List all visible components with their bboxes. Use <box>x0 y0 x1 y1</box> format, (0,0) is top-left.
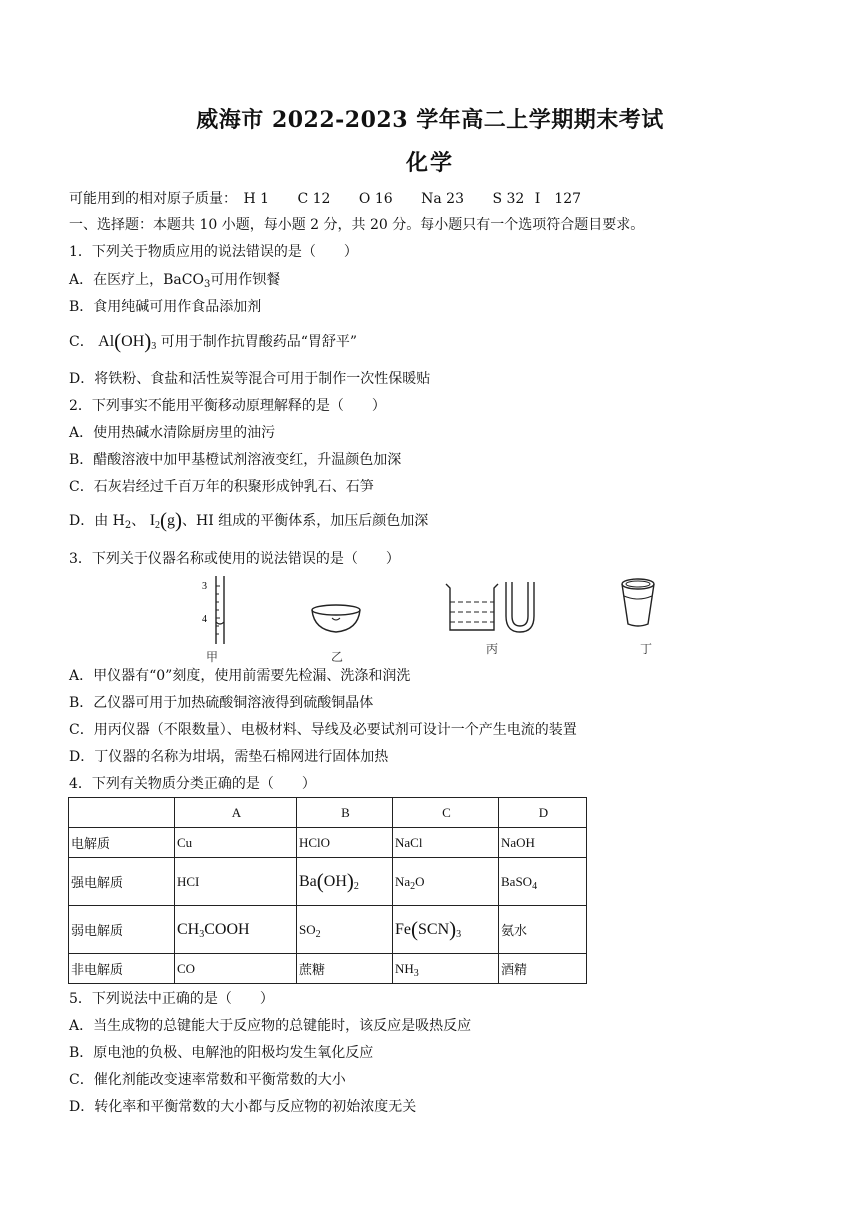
row-label: 电解质 <box>69 828 175 858</box>
formula-paren: ( <box>114 329 122 353</box>
apparatus-figures <box>190 574 690 664</box>
q1-a-text: A．在医疗上，BaCO <box>69 272 204 288</box>
table-cell <box>393 858 499 906</box>
atomic-mass-item: Na 23 <box>421 191 464 207</box>
table-row <box>69 906 587 954</box>
q2-option-a: A．使用热碱水清除厨房里的油污 <box>69 425 276 441</box>
formula-part: SCN <box>418 920 450 938</box>
formula-paren: ) <box>144 329 152 353</box>
q5-stem: 5．下列说法中正确的是（ ） <box>69 991 274 1007</box>
figure-label-bing: 丙 <box>486 642 499 656</box>
formula-part: Ba <box>299 872 317 890</box>
subject-title: 化学 <box>405 150 454 176</box>
q3-option-b: B．乙仪器可用于加热硫酸铜溶液得到硫酸铜晶体 <box>69 695 374 711</box>
formula-subscript: 2 <box>410 880 416 892</box>
table-header-row <box>69 798 587 828</box>
q2-option-d <box>69 508 429 532</box>
formula-part: g <box>167 512 176 529</box>
row-label: 非电解质 <box>69 954 175 984</box>
atomic-mass-item: O 16 <box>358 191 393 207</box>
scale-tick-label: 4 <box>202 614 207 625</box>
q3-option-c: C．用丙仪器（不限数量）、电极材料、导线及必要试剂可设计一个产生电流的装置 <box>69 722 577 738</box>
scale-tick-label: 3 <box>202 581 207 592</box>
formula-subscript: 2 <box>155 520 161 531</box>
q5-option-c: C．催化剂能改变速率常数和平衡常数的大小 <box>69 1072 346 1088</box>
q3-stem: 3．下列关于仪器名称或使用的说法错误的是（ ） <box>69 551 400 567</box>
formula-subscript: 2 <box>315 928 321 940</box>
table-cell: NaOH <box>499 828 587 858</box>
formula-part: I <box>149 512 156 529</box>
atomic-mass-item: I 127 <box>534 191 582 207</box>
table-cell: Cu <box>175 828 297 858</box>
q1-option-b: B．食用纯碱可用作食品添加剂 <box>69 299 262 315</box>
q1-c-formula <box>98 329 157 353</box>
q1-a-subscript: 3 <box>203 279 211 290</box>
table-row <box>69 954 587 984</box>
formula-part: OH <box>121 333 145 350</box>
formula-part: CH <box>177 920 200 938</box>
formula-part: Na <box>395 873 411 889</box>
formula-subscript: 3 <box>199 928 205 940</box>
figure-label-jia: 甲 <box>206 650 219 664</box>
formula-paren: ) <box>449 916 457 941</box>
formula <box>395 916 462 941</box>
table-cell <box>393 954 499 984</box>
formula-part: COOH <box>204 920 250 938</box>
formula-subscript: 2 <box>124 520 132 531</box>
table-header-cell <box>69 798 175 828</box>
table-cell <box>175 906 297 954</box>
q2-d-sep: 、 <box>131 513 146 529</box>
q4-stem: 4．下列有关物质分类正确的是（ ） <box>69 776 316 792</box>
q1-c-tail: 可用于制作抗胃酸药品“胃舒平” <box>160 334 358 350</box>
formula-paren: ( <box>160 508 168 532</box>
q2-option-c: C．石灰岩经过千百万年的积聚形成钟乳石、石笋 <box>69 479 374 495</box>
table-cell: 蔗糖 <box>297 954 393 984</box>
formula-part: Fe <box>395 920 411 938</box>
row-label: 强电解质 <box>69 858 175 906</box>
formula-part: SO <box>299 921 316 937</box>
atomic-masses-line <box>69 190 605 208</box>
q3-option-a: A．甲仪器有“0”刻度，使用前需要先检漏、洗涤和润洗 <box>69 668 411 684</box>
q1-option-d: D．将铁粉、食盐和活性炭等混合可用于制作一次性保暖贴 <box>69 371 431 387</box>
table-cell: 酒精 <box>499 954 587 984</box>
table-cell <box>297 858 393 906</box>
atomic-mass-item: S 32 <box>492 191 525 207</box>
q1-option-c <box>69 329 358 353</box>
burette-figure <box>196 574 236 650</box>
table-cell: 氨水 <box>499 906 587 954</box>
classification-table <box>68 797 587 984</box>
q2-stem: 2．下列事实不能用平衡移动原理解释的是（ ） <box>69 398 386 414</box>
q2-d-text: D．由 H <box>69 513 125 529</box>
table-header-cell: B <box>297 798 393 828</box>
formula <box>299 868 359 893</box>
formula <box>177 921 250 938</box>
table-cell <box>393 906 499 954</box>
formula-subscript: 3 <box>413 967 419 979</box>
figure-label-ding: 丁 <box>640 642 653 656</box>
beaker-and-u-tube-figure <box>444 580 554 640</box>
atomic-mass-item: H 1 <box>243 191 270 207</box>
q5-option-a: A．当生成物的总键能大于反应物的总键能时，该反应是吸热反应 <box>69 1018 472 1034</box>
table-cell: HCI <box>175 858 297 906</box>
formula-paren: ) <box>175 508 183 532</box>
q1-a-tail: 可用作钡餐 <box>210 272 281 288</box>
q2-d-tail: 、HI 组成的平衡体系，加压后颜色加深 <box>182 513 429 529</box>
q2-d-formula <box>149 508 183 532</box>
formula-part: NH <box>395 960 414 976</box>
formula-part: O <box>415 873 425 889</box>
formula-part: Al <box>98 333 115 350</box>
evaporating-dish-figure <box>308 600 366 640</box>
table-cell: HClO <box>297 828 393 858</box>
formula-subscript: 3 <box>456 928 462 940</box>
formula-paren: ) <box>346 868 354 893</box>
atomic-mass-item: C 12 <box>297 191 331 207</box>
table-cell <box>297 906 393 954</box>
table-header-cell: C <box>393 798 499 828</box>
table-cell <box>499 858 587 906</box>
table-header-cell: D <box>499 798 587 828</box>
formula-part: OH <box>323 872 347 890</box>
formula-subscript: 4 <box>532 880 538 892</box>
q3-option-d: D．丁仪器的名称为坩埚，需垫石棉网进行固体加热 <box>69 749 389 765</box>
q5-option-b: B．原电池的负极、电解池的阳极均发生氧化反应 <box>69 1045 374 1061</box>
formula-paren: ( <box>411 916 418 941</box>
q1-stem: 1．下列关于物质应用的说法错误的是（ ） <box>69 244 358 260</box>
section-heading: 一、选择题：本题共 10 小题，每小题 2 分，共 20 分。每小题只有一个选项符合题目要求。 <box>69 217 645 233</box>
figure-label-yi: 乙 <box>331 650 344 664</box>
q5-option-d: D．转化率和平衡常数的大小都与反应物的初始浓度无关 <box>69 1099 417 1115</box>
exam-title: 威海市 2022-2023 学年高二上学期期末考试 <box>196 107 664 133</box>
crucible-figure <box>616 576 660 632</box>
atomic-masses-label: 可能用到的相对原子质量： <box>69 191 237 207</box>
table-cell: NaCl <box>393 828 499 858</box>
table-header-cell: A <box>175 798 297 828</box>
q1-option-a <box>69 271 280 289</box>
q1-c-label: C． <box>69 334 94 350</box>
formula-paren: ( <box>316 868 324 893</box>
q2-option-b: B．醋酸溶液中加甲基橙试剂溶液变红，升温颜色加深 <box>69 452 402 468</box>
formula-subscript: 3 <box>151 341 157 352</box>
table-cell: CO <box>175 954 297 984</box>
table-row <box>69 828 587 858</box>
formula-part: BaSO <box>501 873 533 889</box>
row-label: 弱电解质 <box>69 906 175 954</box>
formula-subscript: 2 <box>353 880 359 892</box>
table-row <box>69 858 587 906</box>
